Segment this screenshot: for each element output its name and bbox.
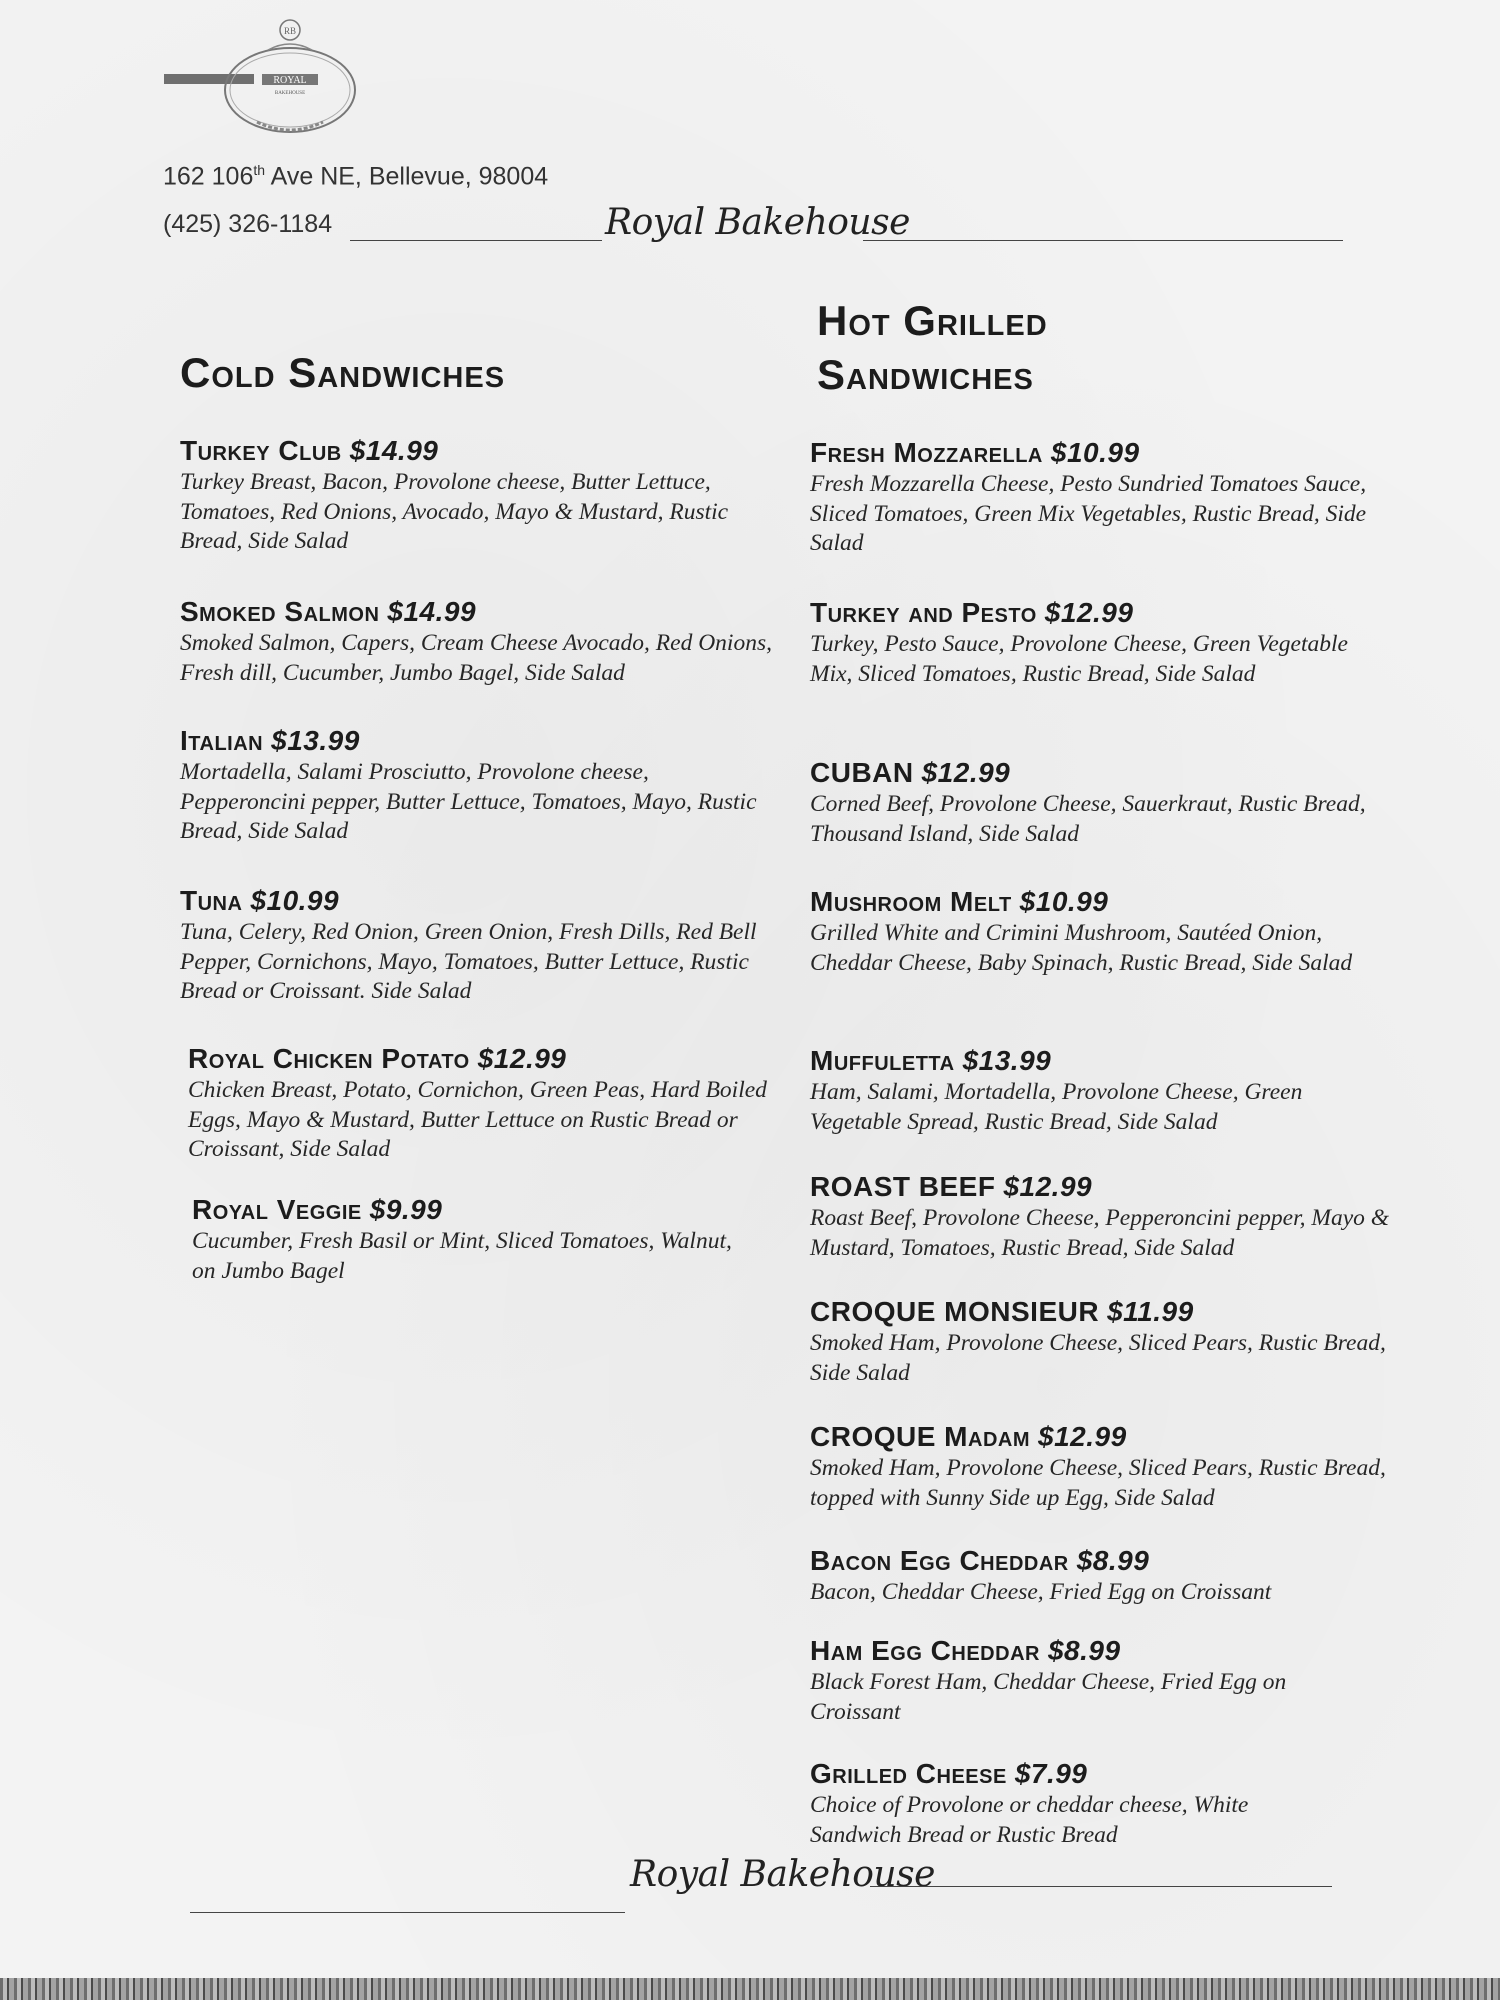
header-signature: Royal Bakehouse	[605, 202, 910, 243]
item-price: $7.99	[1014, 1758, 1088, 1789]
item-price: $10.99	[1050, 437, 1140, 468]
item-name: Grilled Cheese	[810, 1758, 1007, 1789]
item-price: $14.99	[387, 596, 477, 627]
item-description: Smoked Salmon, Capers, Cream Cheese Avocado, Red Onions, Fresh dill, Cucumber, Jumbo Bagel, Side Salad	[180, 630, 772, 686]
phone-signature-row	[163, 202, 1353, 248]
item-description: Turkey Breast, Bacon, Provolone cheese, Butter Lettuce, Tomatoes, Red Onions, Avocado, Mayo & Mustard, Rustic Bread, Side Salad	[180, 469, 729, 554]
menu-item	[810, 1420, 1390, 1513]
item-price: $13.99	[962, 1045, 1052, 1076]
item-price: $12.99	[921, 757, 1011, 788]
item-description: Smoked Ham, Provolone Cheese, Sliced Pears, Rustic Bread, Side Salad	[810, 1330, 1386, 1386]
item-name: Mushroom Melt	[810, 886, 1012, 917]
footer-signature: Royal Bakehouse	[630, 1854, 935, 1895]
item-name: ROAST BEEF	[810, 1171, 996, 1202]
item-price: $10.99	[1019, 886, 1109, 917]
item-name: Turkey Club	[180, 435, 342, 466]
item-description: Mortadella, Salami Prosciutto, Provolone cheese, Pepperoncini pepper, Butter Lettuce, Tomatoes, Mayo, Rustic Bread, Side Salad	[180, 759, 757, 844]
item-description: Chicken Breast, Potato, Cornichon, Green Peas, Hard Boiled Eggs, Mayo & Mustard, Butter Lettuce on Rustic Bread or Croissant, Side Salad	[188, 1077, 767, 1162]
item-name: CROQUE MONSIEUR	[810, 1296, 1100, 1327]
menu-item	[180, 724, 780, 847]
phone-number: (425) 326-1184	[163, 210, 333, 238]
item-name: Royal Chicken Potato	[188, 1043, 470, 1074]
item-description: Corned Beef, Provolone Cheese, Sauerkraut, Rustic Bread, Thousand Island, Side Salad	[810, 791, 1366, 847]
menu-item	[810, 756, 1370, 849]
item-price: $8.99	[1047, 1635, 1121, 1666]
menu-item	[810, 1634, 1350, 1727]
menu-item	[810, 436, 1390, 559]
item-name: Tuna	[180, 885, 243, 916]
divider-line	[350, 240, 602, 241]
item-name: Smoked Salmon	[180, 596, 380, 627]
divider-line	[870, 1886, 1332, 1887]
item-name: Turkey and Pesto	[810, 597, 1037, 628]
item-price: $12.99	[1038, 1421, 1127, 1452]
item-description: Smoked Ham, Provolone Cheese, Sliced Pears, Rustic Bread, topped with Sunny Side up Egg, Side Salad	[810, 1455, 1386, 1511]
menu-item	[810, 1170, 1390, 1263]
item-price: $14.99	[349, 435, 439, 466]
item-price: $8.99	[1076, 1545, 1150, 1576]
item-name: Italian	[180, 725, 264, 756]
divider-line	[863, 240, 1343, 241]
item-name: CUBAN	[810, 757, 914, 788]
svg-text:BAKEHOUSE: BAKEHOUSE	[274, 91, 306, 96]
countertop-edge	[0, 1978, 1500, 2000]
item-description: Cucumber, Fresh Basil or Mint, Sliced Tomatoes, Walnut, on Jumbo Bagel	[192, 1228, 732, 1284]
item-price: $10.99	[250, 885, 340, 916]
item-price: $12.99	[477, 1043, 567, 1074]
item-description: Turkey, Pesto Sauce, Provolone Cheese, Green Vegetable Mix, Sliced Tomatoes, Rustic Bread, Side Salad	[810, 631, 1348, 687]
menu-item	[180, 434, 780, 557]
cold-sandwiches-title: Cold Sandwiches	[180, 349, 506, 396]
item-description: Roast Beef, Provolone Cheese, Pepperoncini pepper, Mayo & Mustard, Tomatoes, Rustic Bread, Side Salad	[810, 1205, 1390, 1261]
item-name: Royal Veggie	[192, 1194, 362, 1225]
hot-sandwiches-title: Hot Grilled Sandwiches	[817, 297, 1048, 398]
item-description: Tuna, Celery, Red Onion, Green Onion, Fresh Dills, Red Bell Pepper, Cornichons, Mayo, Tomatoes, Butter Lettuce, Rustic Bread or Croissant. Side Salad	[180, 919, 757, 1004]
royal-bakehouse-logo	[162, 10, 362, 135]
item-name: Ham Egg Cheddar	[810, 1635, 1040, 1666]
item-description: Bacon, Cheddar Cheese, Fried Egg on Croissant	[810, 1579, 1272, 1605]
item-price: $12.99	[1003, 1171, 1093, 1202]
item-name: Muffuletta	[810, 1045, 955, 1076]
item-description: Choice of Provolone or cheddar cheese, White Sandwich Bread or Rustic Bread	[810, 1792, 1249, 1848]
divider-line	[190, 1912, 625, 1913]
svg-text:ROYAL: ROYAL	[273, 75, 307, 86]
item-description: Fresh Mozzarella Cheese, Pesto Sundried Tomatoes Sauce, Sliced Tomatoes, Green Mix Vegetables, Rustic Bread, Side Salad	[810, 471, 1367, 556]
item-price: $11.99	[1107, 1296, 1194, 1327]
svg-text:RB: RB	[283, 26, 297, 36]
menu-item	[810, 1757, 1330, 1850]
item-price: $9.99	[369, 1194, 443, 1225]
menu-item	[810, 885, 1390, 978]
menu-item	[810, 596, 1370, 689]
item-price: $12.99	[1044, 597, 1134, 628]
item-name: Fresh Mozzarella	[810, 437, 1043, 468]
menu-item	[180, 595, 780, 688]
menu-item	[192, 1193, 732, 1286]
menu-item	[188, 1042, 788, 1165]
menu-item	[810, 1295, 1390, 1388]
menu-item	[810, 1544, 1390, 1608]
item-name: CROQUE Madam	[810, 1421, 1030, 1452]
menu-item	[180, 884, 780, 1007]
item-description: Ham, Salami, Mortadella, Provolone Cheese, Green Vegetable Spread, Rustic Bread, Side Salad	[810, 1079, 1303, 1135]
item-price: $13.99	[271, 725, 360, 756]
address: 162 106th Ave NE, Bellevue, 98004	[163, 162, 549, 191]
item-description: Black Forest Ham, Cheddar Cheese, Fried Egg on Croissant	[810, 1669, 1287, 1725]
item-description: Grilled White and Crimini Mushroom, Sautéed Onion, Cheddar Cheese, Baby Spinach, Rustic Bread, Side Salad	[810, 920, 1353, 976]
menu-item	[810, 1044, 1390, 1137]
item-name: Bacon Egg Cheddar	[810, 1545, 1069, 1576]
